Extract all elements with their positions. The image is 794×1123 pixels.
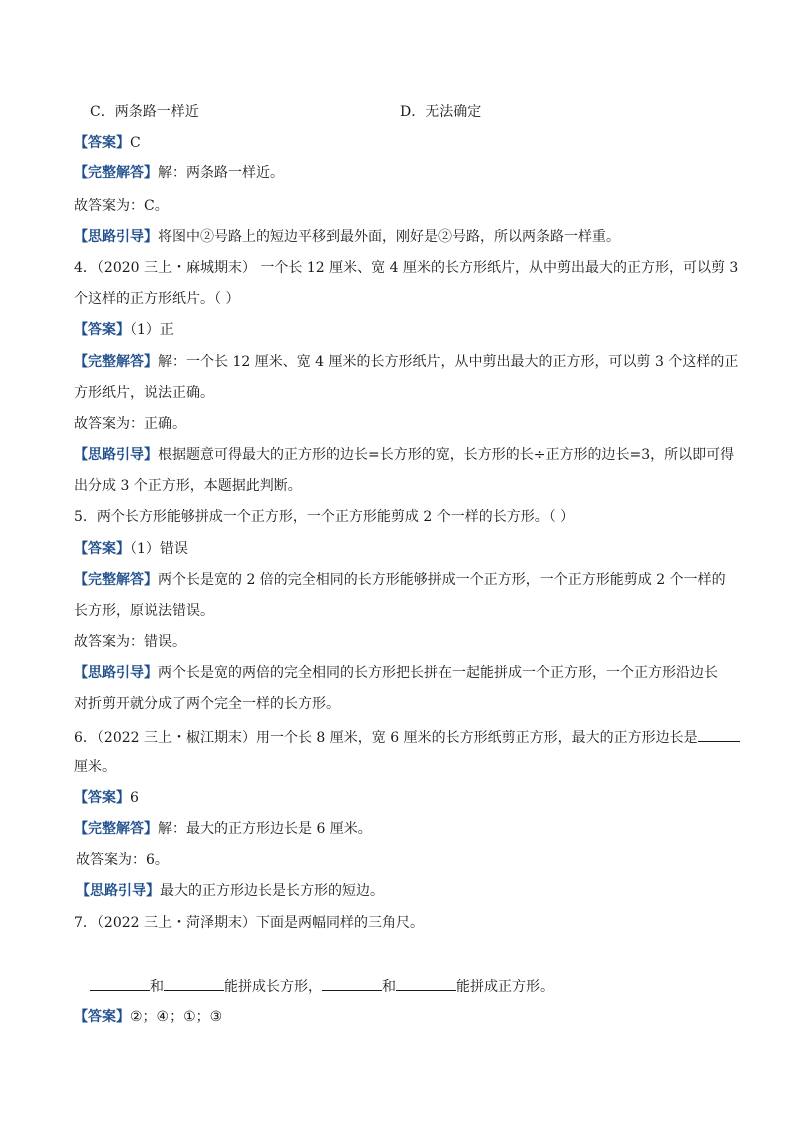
- q3-conclusion: 故答案为：C。: [74, 198, 169, 214]
- q4-hint-2: 出分成 3 个正方形，本题据此判断。: [74, 478, 302, 494]
- q5-solution-line-1: [74, 571, 726, 589]
- solution-tag: 【完整解答】: [74, 354, 158, 370]
- hint-tag: 【思路引导】: [74, 447, 158, 463]
- q7-end: 能拼成正方形。: [456, 979, 554, 995]
- q5-stem: 5．两个长方形能够拼成一个正方形，一个正方形能剪成 2 个一样的长方形。（ ）: [74, 509, 575, 525]
- answer-tag: 【答案】: [74, 790, 130, 806]
- answer-tag: 【答案】: [74, 541, 130, 557]
- q6-answer-line: [74, 789, 139, 807]
- q7-blank-1: [90, 976, 150, 991]
- hint-tag: 【思路引导】: [76, 883, 160, 899]
- q6-stem-line-1: [74, 727, 740, 745]
- q7-blank-2: [164, 976, 224, 991]
- q3-answer: C: [130, 135, 141, 151]
- q7-answer: ②；④；①；③: [130, 1009, 223, 1025]
- answer-tag: 【答案】: [74, 322, 130, 338]
- q6-hint: 最大的正方形边长是长方形的短边。: [160, 883, 384, 899]
- q4-solution-line-1: [74, 353, 738, 371]
- answer-tag: 【答案】: [74, 135, 130, 151]
- q7-blank-3: [322, 976, 382, 991]
- q7-blank-4: [396, 976, 456, 991]
- q4-stem-1: 4．（2020 三上・麻城期末） 一个长 12 厘米、宽 4 厘米的长方形纸片，从中剪出最大的正方形，可以剪 3: [74, 260, 739, 276]
- answer-tag: 【答案】: [74, 1009, 130, 1025]
- q5-conclusion: 故答案为：错误。: [74, 634, 186, 650]
- q3-hint-line: [74, 228, 620, 246]
- q4-solution-2: 方形纸片，说法正确。: [74, 385, 214, 401]
- q4-answer: （1）正: [130, 322, 174, 338]
- q6-conclusion: 故答案为：6。: [76, 852, 169, 868]
- q6-solution-line: [74, 820, 372, 838]
- q3-solution-line: [74, 164, 284, 182]
- q7-and-2: 和: [382, 979, 396, 995]
- q7-and-1: 和: [150, 979, 164, 995]
- q4-stem-2: 个这样的正方形纸片。（ ）: [74, 291, 240, 307]
- q4-hint-1: 根据题意可得最大的正方形的边长=长方形的宽，长方形的长÷正方形的边长=3，所以即可得: [158, 447, 735, 463]
- q7-stem: 7．（2022 三上・菏泽期末）下面是两幅同样的三角尺。: [74, 915, 424, 931]
- q3-hint: 将图中②号路上的短边平移到最外面，刚好是②号路，所以两条路一样重。: [158, 229, 620, 245]
- q5-solution-2: 长方形，原说法错误。: [74, 603, 214, 619]
- q4-solution-1: 解：一个长 12 厘米、宽 4 厘米的长方形纸片，从中剪出最大的正方形，可以剪 3 个这样的正: [158, 354, 739, 370]
- q3-solution: 解：两条路一样近。: [158, 165, 284, 181]
- solution-tag: 【完整解答】: [74, 572, 158, 588]
- q6-answer: 6: [130, 790, 139, 806]
- q6-stem-2: 厘米。: [74, 759, 116, 775]
- q4-conclusion: 故答案为：正确。: [74, 416, 186, 432]
- q3-answer-line: [74, 134, 141, 152]
- q5-hint-1: 两个长是宽的两倍的完全相同的长方形把长拼在一起能拼成一个正方形，一个正方形沿边长: [158, 665, 718, 681]
- q5-solution-1: 两个长是宽的 2 倍的完全相同的长方形能够拼成一个正方形，一个正方形能剪成 2 个一样的: [158, 572, 726, 588]
- q4-hint-line-1: [74, 446, 734, 464]
- q5-hint-2: 对折剪开就分成了两个完全一样的长方形。: [74, 696, 340, 712]
- q3-option-d: D．无法确定: [400, 104, 482, 120]
- solution-tag: 【完整解答】: [74, 165, 158, 181]
- q6-stem-1: 6．（2022 三上・椒江期末）用一个长 8 厘米，宽 6 厘米的长方形纸剪正方形，最大的正方形边长是: [74, 730, 698, 746]
- q3-option-c: C．两条路一样近: [90, 104, 199, 120]
- q6-solution: 解：最大的正方形边长是 6 厘米。: [158, 821, 372, 837]
- solution-tag: 【完整解答】: [74, 821, 158, 837]
- q4-answer-line: [74, 321, 174, 339]
- q5-answer: （1）错误: [130, 541, 188, 557]
- q7-fill-line: [90, 976, 554, 994]
- q6-hint-line: [76, 882, 384, 900]
- hint-tag: 【思路引导】: [74, 665, 158, 681]
- q7-mid: 能拼成长方形，: [224, 979, 322, 995]
- q5-answer-line: [74, 540, 188, 558]
- q7-answer-line: [74, 1008, 222, 1026]
- hint-tag: 【思路引导】: [74, 229, 158, 245]
- q5-hint-line-1: [74, 664, 718, 682]
- q6-blank: [698, 727, 740, 742]
